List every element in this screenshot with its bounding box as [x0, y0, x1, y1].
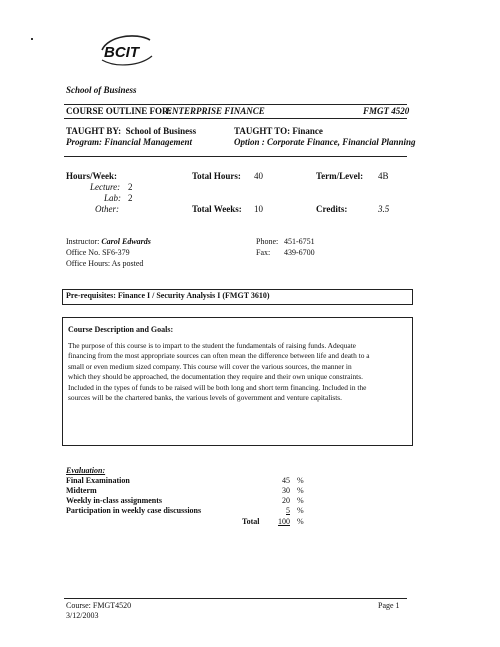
program-value: Financial Management — [104, 137, 193, 147]
eval-unit: % — [297, 496, 304, 505]
description-line: which they should be approached, the documentation they require and their own unique constraints. — [68, 372, 363, 382]
eval-label: Midterm — [66, 486, 97, 495]
fax-value: 439-6700 — [284, 248, 315, 257]
eval-total-unit: % — [297, 517, 304, 526]
eval-value: 5 — [286, 506, 290, 515]
header-rule-top — [64, 104, 407, 105]
description-heading: Course Description and Goals: — [68, 325, 174, 334]
eval-value: 30 — [282, 486, 290, 495]
school-name: School of Business — [66, 85, 137, 95]
footer-rule — [64, 598, 407, 599]
phone-label: Phone: — [256, 237, 279, 246]
taught-by-value: School of Business — [125, 126, 197, 136]
term-value: 4B — [378, 171, 389, 181]
speck — [31, 38, 33, 40]
instructor-name: Carol Edwards — [101, 237, 151, 246]
evaluation-heading: Evaluation: — [66, 466, 106, 475]
total-hours-label: Total Hours: — [192, 171, 241, 181]
prerequisites-text: Pre-requisites: Finance I / Security Analysis I (FMGT 3610) — [66, 291, 270, 300]
lecture-label: Lecture: — [90, 182, 121, 192]
office-label: Office No. — [66, 248, 101, 257]
term-label: Term/Level: — [316, 171, 364, 181]
description-line: Included in the types of funds to be raised will be both long and short term financing. Included in the — [68, 382, 367, 392]
phone-value: 451-6751 — [284, 237, 315, 246]
office-hours-label: Office Hours: — [66, 259, 111, 268]
hours-week-label: Hours/Week: — [66, 171, 117, 181]
svg-text:BCIT: BCIT — [104, 44, 139, 61]
credits-value: 3.5 — [378, 204, 390, 214]
eval-unit: % — [297, 506, 304, 515]
eval-label: Weekly in-class assignments — [66, 496, 163, 505]
eval-label: Final Examination — [66, 476, 130, 485]
credits-label: Credits: — [316, 204, 348, 214]
header-rule-bottom — [64, 118, 407, 119]
instructor-label: Instructor: — [66, 237, 100, 246]
outline-label: COURSE OUTLINE FOR: — [66, 106, 172, 116]
eval-total-value: 100 — [278, 517, 290, 526]
eval-total-label: Total — [242, 517, 260, 526]
taught-to-label: TAUGHT TO: — [234, 126, 291, 136]
description-body — [68, 341, 408, 403]
lab-label: Lab: — [104, 193, 122, 203]
lab-value: 2 — [128, 193, 133, 203]
description-line: financing from the most appropriate sources can often mean the difference between life and death to a — [68, 351, 370, 361]
taught-to-value: Finance — [292, 126, 323, 136]
office-value: SF6-379 — [102, 248, 130, 257]
total-weeks-value: 10 — [254, 204, 263, 214]
section-rule-1 — [64, 156, 407, 157]
eval-value: 45 — [282, 476, 290, 485]
option-value: Corporate Finance, Financial Planning — [267, 137, 416, 147]
other-label: Other: — [95, 204, 119, 214]
office-hours-value: As posted — [111, 259, 144, 268]
eval-unit: % — [297, 486, 304, 495]
taught-by-label: TAUGHT BY: — [66, 126, 122, 136]
total-hours-value: 40 — [254, 171, 263, 181]
program-label: Program: — [66, 137, 102, 147]
option-label: Option : — [234, 137, 265, 147]
eval-label: Participation in weekly case discussions — [66, 506, 202, 515]
fax-label: Fax: — [256, 248, 271, 257]
description-line: The purpose of this course is to impart to the student the fundamentals of raising funds. Adequate — [68, 341, 356, 350]
total-weeks-label: Total Weeks: — [192, 204, 242, 214]
lecture-value: 2 — [128, 182, 133, 192]
eval-value: 20 — [282, 496, 290, 505]
footer-course: Course: FMGT4520 — [66, 601, 132, 610]
description-line: small or even medium sized company. This course will cover the various sources, the manner in — [68, 361, 352, 371]
course-name: ENTERPRISE FINANCE — [166, 106, 265, 116]
bcit-logo — [96, 30, 156, 72]
description-line: sources will be the chartered banks, the various levels of government and venture capitalists. — [68, 393, 342, 403]
footer-date: 3/12/2003 — [66, 611, 99, 620]
eval-unit: % — [297, 476, 304, 485]
footer-page: Page 1 — [378, 601, 400, 610]
course-code: FMGT 4520 — [363, 106, 410, 116]
